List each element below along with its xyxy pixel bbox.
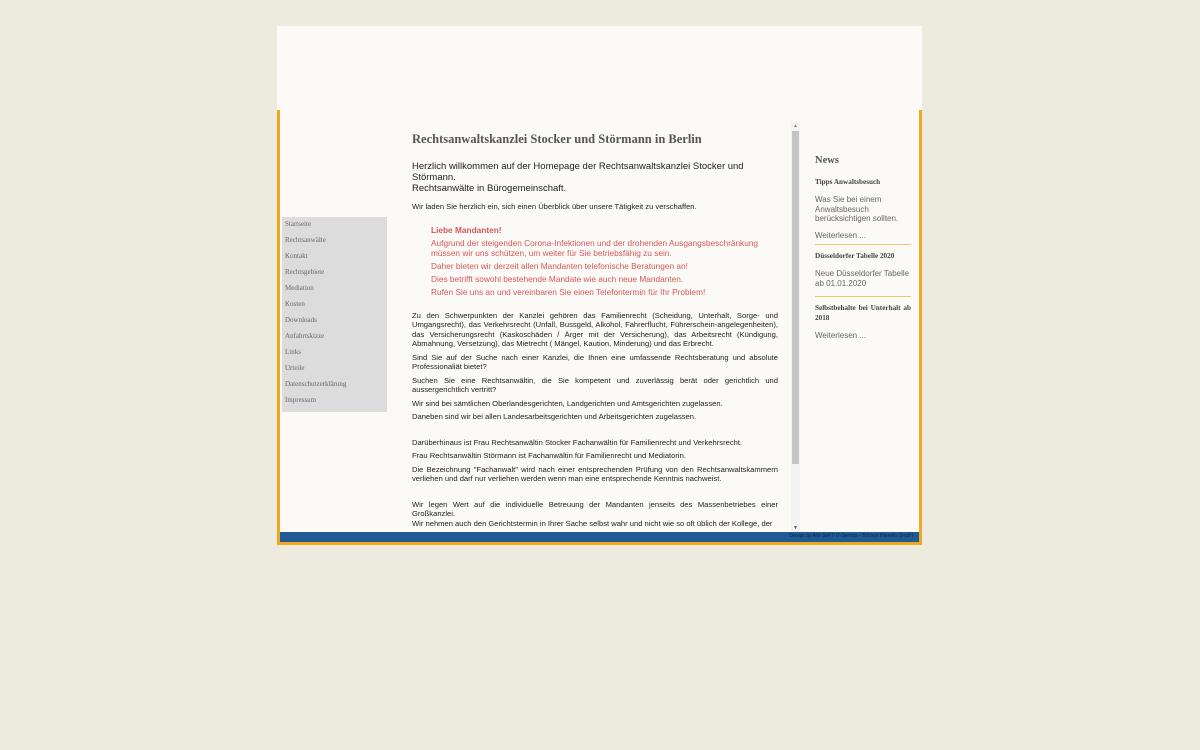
news-heading: News bbox=[815, 155, 839, 166]
paragraph: Darüberhinaus ist Frau Rechtsanwältin Stocker Fachanwältin für Familienrecht und Verkehrsrecht. bbox=[412, 437, 743, 447]
paragraph: Die Bezeichnung "Fachanwalt" wird nach einer entsprechenden Prüfung von den Rechtsanwaltskammern verliehen und darf nur verliehen werden wenn man eine entsprechende Kenntnis nachweist. bbox=[412, 464, 778, 483]
news-item-text: Was Sie bei einem Anwaltsbesuch berücksichtigen sollten. bbox=[815, 195, 899, 224]
page-title: Rechtsanwaltskanzlei Stocker und Störmann in Berlin bbox=[412, 132, 702, 146]
invite-text: Wir laden Sie herzlich ein, sich einen Überblick über unsere Tätigkeit zu verschaffen. bbox=[412, 202, 697, 211]
news-item-title[interactable]: Selbstbehalte bei Unterhalt ab 2018 bbox=[815, 303, 911, 322]
news-item-title[interactable]: Tipps Anwaltsbesuch bbox=[815, 178, 881, 186]
scrollbar[interactable] bbox=[791, 122, 800, 532]
footer-bar bbox=[280, 532, 919, 542]
nav-item-mediation[interactable]: Mediation bbox=[285, 284, 314, 292]
nav-item-links[interactable]: Links bbox=[285, 348, 301, 356]
footer-credit[interactable]: Design by AM-SoFT IT-Service - Bilstein Hameln GmbH bbox=[789, 533, 913, 539]
scrollbar-thumb[interactable] bbox=[792, 131, 799, 464]
read-more-link[interactable]: Weiterlesen ... bbox=[815, 231, 866, 241]
paragraph: Wir legen Wert auf die individuelle Betreuung der Mandanten jenseits des Massenbetriebes einer Großkanzlei. bbox=[412, 499, 778, 518]
nav-item-startseite[interactable]: Startseite bbox=[285, 220, 312, 228]
read-more-link[interactable]: Weiterlesen ... bbox=[815, 330, 866, 340]
paragraph: Zu den Schwerpunkten der Kanzlei gehören das Familienrecht (Scheidung, Unterhalt, Sorge- und Umgangsrecht), das Verkehrsrecht (Unfall, Bussgeld, Alkohol, Fahrerflucht, Führerschein-angelegenheiten), das Versicherungsrecht (Kaskoschäden / Ärger mit der Versicherung), das Arbeitsrecht (Kündigung, Abmahnung, Versetzung), das Mietrecht ( Mängel, Kaution, Minderung) und das Erbrecht. bbox=[412, 310, 778, 348]
header-banner bbox=[277, 26, 922, 110]
nav-item-kosten[interactable]: Kosten bbox=[285, 300, 305, 308]
scroll-up-arrow-icon[interactable]: ▲ bbox=[793, 123, 798, 129]
paragraph: Daneben sind wir bei allen Landesarbeitsgerichten und Arbeitsgerichten zugelassen. bbox=[412, 412, 697, 421]
welcome-line-2: Rechtsanwälte in Bürogemeinschaft. bbox=[412, 183, 567, 194]
notice-line: Dies betrifft sowohl bestehende Mandate wie auch neue Mandanten. bbox=[431, 273, 684, 284]
nav-item-datenschutz[interactable]: Datenschutzerklärung bbox=[285, 380, 347, 388]
divider bbox=[815, 244, 911, 245]
paragraph: Wir nehmen auch den Gerichtstermin in Ihrer Sache selbst wahr und nicht wie so oft üblich der Kollege, der bbox=[412, 518, 773, 528]
news-item-title[interactable]: Düsseldorfer Tabelle 2020 bbox=[815, 252, 895, 261]
paragraph: Suchen Sie eine Rechtsanwältin, die Sie kompetent und zuverlässig berät oder gerichtlich und aussergerichtlich vertritt? bbox=[412, 375, 778, 394]
page-container bbox=[277, 26, 922, 545]
main-content bbox=[412, 122, 778, 532]
news-item-text: Neue Düsseldorfer Tabelle ab 01.01.2020 bbox=[815, 269, 910, 288]
corona-notice bbox=[431, 225, 778, 297]
notice-line: Aufgrund der steigenden Corona-Infektionen und der drohenden Ausgangsbeschränkung müssen wir uns schützen, um weiter für Sie betriebsfähig zu sein. bbox=[431, 237, 759, 258]
sidebar-nav bbox=[282, 217, 387, 412]
welcome-text bbox=[412, 161, 778, 194]
paragraph: Frau Rechtsanwältin Störmann ist Fachanwältin für Familienrecht und Mediatorin. bbox=[412, 451, 686, 460]
welcome-line-1: Herzlich willkommen auf der Homepage der Rechtsanwaltskanzlei Stocker und Störmann. bbox=[412, 161, 744, 183]
main-content-scroll-area[interactable] bbox=[405, 122, 800, 532]
divider bbox=[815, 296, 911, 297]
news-sidebar bbox=[815, 155, 911, 344]
paragraph: Wir sind bei sämtlichen Oberlandesgerichten, Landgerichten und Amtsgerichten zugelassen. bbox=[412, 398, 723, 408]
nav-item-anfahrtskizze[interactable]: Anfahrtskizze bbox=[285, 332, 325, 340]
notice-heading: Liebe Mandanten! bbox=[431, 224, 502, 235]
nav-item-kontakt[interactable]: Kontakt bbox=[285, 252, 308, 260]
nav-item-urteile[interactable]: Urteile bbox=[285, 364, 305, 372]
nav-item-rechtsanwaelte[interactable]: Rechtsanwälte bbox=[285, 236, 326, 244]
nav-item-rechtsgebiete[interactable]: Rechtsgebiete bbox=[285, 268, 325, 276]
paragraph: Sind Sie auf der Suche nach einer Kanzlei, die Ihnen eine umfassende Rechtsberatung und absolute Professionaliät bietet? bbox=[412, 352, 778, 371]
nav-item-impressum[interactable]: Impressum bbox=[285, 396, 317, 404]
nav-item-downloads[interactable]: Downloads bbox=[285, 316, 317, 324]
notice-line: Daher bieten wir derzeit allen Mandanten telefonische Beratungen an! bbox=[431, 260, 688, 271]
notice-line: Rufen Sie uns an und vereinbaren Sie einen Telefontermin für Ihr Problem! bbox=[431, 286, 706, 297]
scroll-down-arrow-icon[interactable]: ▼ bbox=[793, 525, 798, 531]
